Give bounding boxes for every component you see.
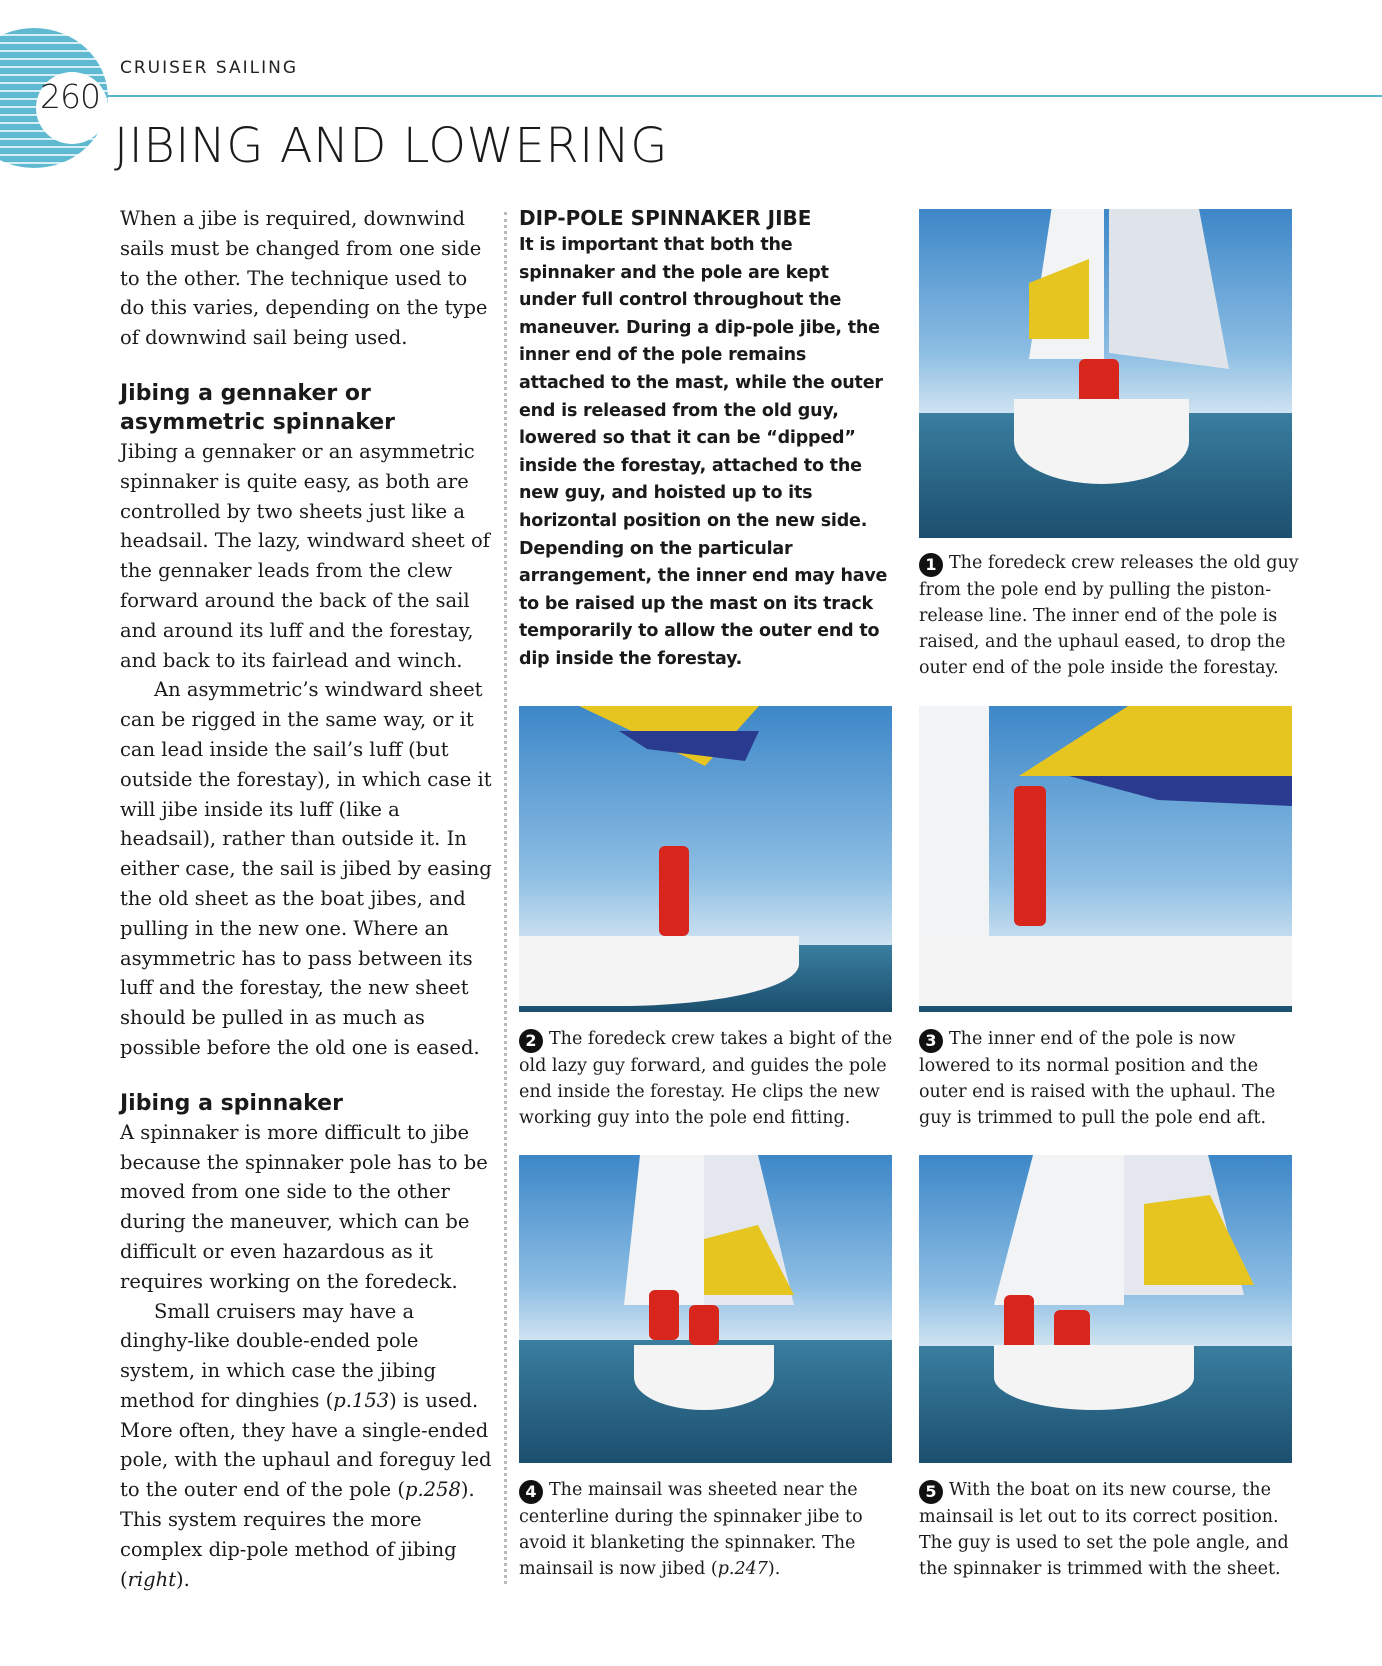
dip-pole-body: It is important that both the spinnaker and the pole are kept under full control throughout the maneuver. During a dip-pole jibe, the inner end of the pole remains attached to the mast, while the outer end is released from the old guy, lowered so that it can be “dipped” inside the forestay, attached to the new guy, and hoisted up to its horizontal position on the new side. Depending on the particular arrangement, the inner end may have to be raised up the mast on its track temporarily to allow the outer end to dip inside the forestay. [519, 235, 888, 669]
caption-text: The inner end of the pole is now lowered to its normal position and the outer end is raised with the uphaul. The guy is trimmed to pull the pole end aft. [919, 1029, 1276, 1128]
step-number-badge: 1 [919, 553, 943, 577]
dip-pole-heading: DIP-POLE SPINNAKER JIBE [519, 206, 812, 230]
caption-text: ). [767, 1559, 781, 1579]
step-number-badge: 4 [519, 1480, 543, 1504]
step-number-badge: 2 [519, 1029, 543, 1053]
caption-text: With the boat on its new course, the mainsail is let out to its correct position. The guy is used to set the pole angle, and the spinnaker is trimmed with the sheet. [919, 1480, 1289, 1579]
gennaker-paragraph: Jibing a gennaker or an asymmetric spinnaker is quite easy, as both are controlled by two sheets just like a headsail. The lazy, windward sheet of the gennaker leads from the clew forward around the back of the sail and around its luff and the forestay, and back to its fairlead and winch. [120, 439, 490, 672]
photo-step-1 [919, 209, 1292, 538]
middle-column [519, 204, 889, 674]
caption-text: The foredeck crew releases the old guy from the pole end by pulling the piston-release line. The inner end of the pole is raised, and the uphaul eased, to drop the outer end of the pole inside the forestay. [919, 553, 1299, 678]
page-reference: p.153 [333, 1388, 390, 1412]
cross-reference: right [127, 1567, 177, 1591]
text: ). This system requires the more complex dip-pole method of jibing ( [120, 1478, 475, 1591]
asymmetric-paragraph: An asymmetric’s windward sheet can be rigged in the same way, or it can lead inside the sail’s luff (but outside the forestay), in which case it will jibe inside its luff (like a headsail), rather than outside it. In either case, the sail is jibed by easing the old sheet as the boat jibes, and pulling in the new one. Where an asymmetric has to pass between its luff and the forestay, the new sheet should be pulled in as much as possible before the old one is eased. [120, 678, 492, 1059]
section-label: CRUISER SAILING [120, 58, 299, 78]
caption-step-2 [519, 1026, 899, 1131]
photo-step-2 [519, 706, 892, 1012]
text: Small cruisers may have a dinghy-like double-ended pole system, in which case the jibing method for dinghies ( [120, 1299, 436, 1412]
caption-text: The foredeck crew takes a bight of the old lazy guy forward, and guides the pole end inside the forestay. He clips the new working guy into the pole end fitting. [519, 1029, 893, 1128]
header-rule [108, 95, 1382, 97]
page-title: JIBING AND LOWERING [114, 118, 668, 174]
spinnaker-paragraph: A spinnaker is more difficult to jibe because the spinnaker pole has to be moved from one side to the other during the maneuver, which can be difficult or even hazardous as it requires working on the foredeck. [120, 1120, 488, 1293]
page-reference: p.247 [717, 1559, 768, 1579]
left-column [120, 204, 492, 1594]
caption-text: The mainsail was sheeted near the centerline during the spinnaker jibe to avoid it blanketing the spinnaker. The mainsail is now jibed ( [519, 1480, 863, 1579]
intro-paragraph: When a jibe is required, downwind sails must be changed from one side to the other. The technique used to do this varies, depending on the type of downwind sail being used. [120, 207, 488, 350]
photo-step-5 [919, 1155, 1292, 1463]
subheading-gennaker: Jibing a gennaker or asymmetric spinnaker [120, 380, 396, 435]
caption-step-5 [919, 1477, 1299, 1582]
step-number-badge: 3 [919, 1029, 943, 1053]
caption-step-1 [919, 550, 1299, 681]
small-cruisers-paragraph [120, 1297, 492, 1595]
photo-step-4 [519, 1155, 892, 1463]
page-reference: p.258 [404, 1478, 461, 1502]
caption-step-4 [519, 1477, 899, 1582]
subheading-spinnaker: Jibing a spinnaker [120, 1090, 343, 1116]
text: ). [176, 1567, 190, 1591]
caption-step-3 [919, 1026, 1299, 1131]
text: ) is used. More often, they have a single-ended pole, with the uphaul and foreguy led to the outer end of the pole ( [120, 1388, 492, 1502]
page-number: 260 [40, 77, 100, 116]
photo-step-3 [919, 706, 1292, 1012]
column-divider [504, 212, 507, 1584]
step-number-badge: 5 [919, 1480, 943, 1504]
